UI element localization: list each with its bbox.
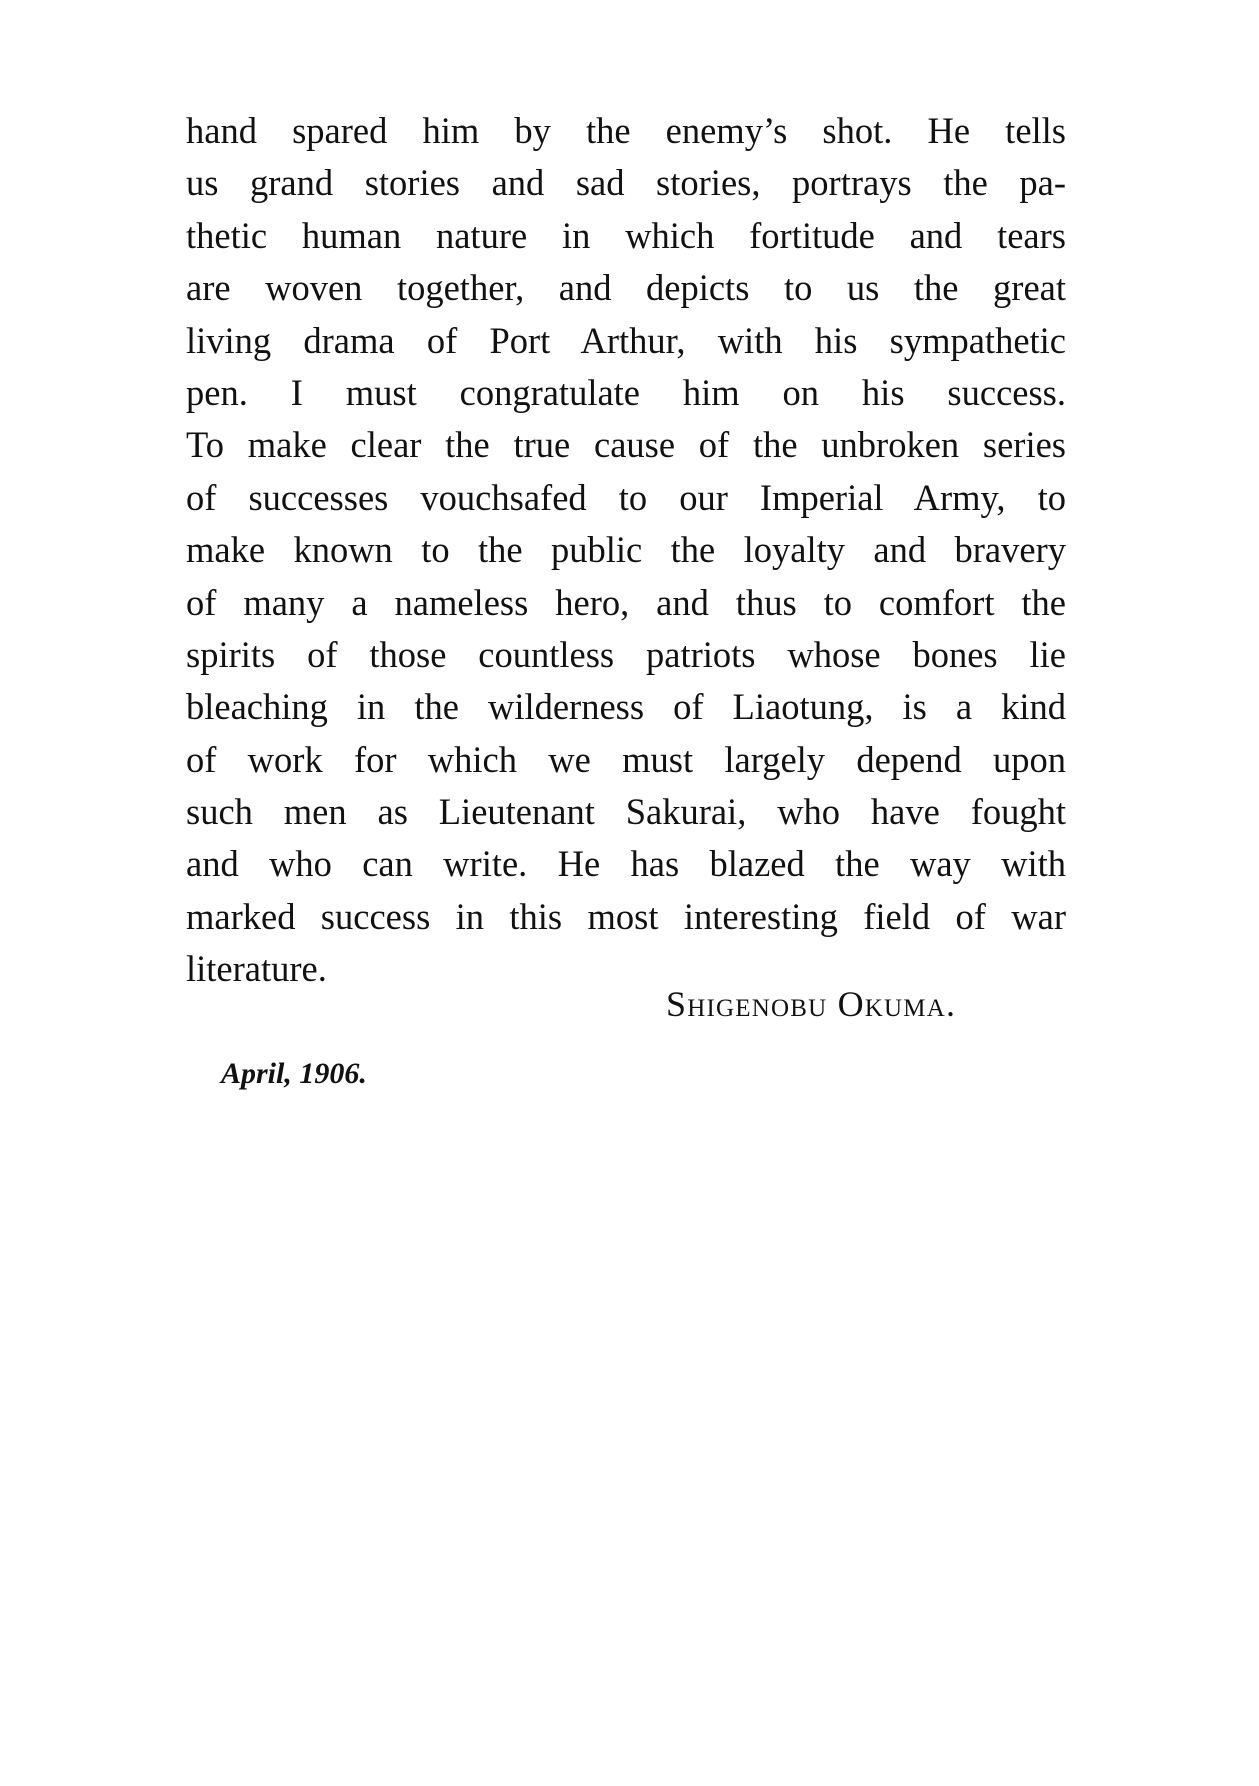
body-paragraph [186,105,1066,996]
text-line: literature. [186,948,327,990]
text-line: bleaching in the wilderness of Liaotung, is a kind [186,686,1066,728]
text-line: such men as Lieutenant Sakurai, who have fought [186,791,1066,833]
text-line: hand spared him by the enemy’s shot. He tells [186,110,1066,151]
text-line: make known to the public the loyalty and bravery [186,529,1066,571]
date-line: April, 1906. [221,1057,367,1090]
text-line: marked success in this most interesting field of war [186,895,1066,937]
author-signature: Shigenobu Okuma. [666,984,957,1024]
text-line: pen. I must congratulate him on his success. [186,371,1066,413]
text-line: of successes vouchsafed to our Imperial Army, to [186,476,1066,518]
text-line: To make clear the true cause of the unbroken series [186,424,1066,466]
text-line: us grand stories and sad stories, portrays the pa- [186,162,1066,204]
text-line: living drama of Port Arthur, with his sympathetic [186,319,1066,361]
text-line: spirits of those countless patriots whose bones lie [186,633,1066,675]
text-line: are woven together, and depicts to us the great [186,267,1066,309]
text-line: of work for which we must largely depend upon [186,738,1066,780]
text-line: thetic human nature in which fortitude and tears [186,214,1066,256]
text-line: and who can write. He has blazed the way with [186,843,1066,885]
text-line: of many a nameless hero, and thus to comfort the [186,581,1066,623]
